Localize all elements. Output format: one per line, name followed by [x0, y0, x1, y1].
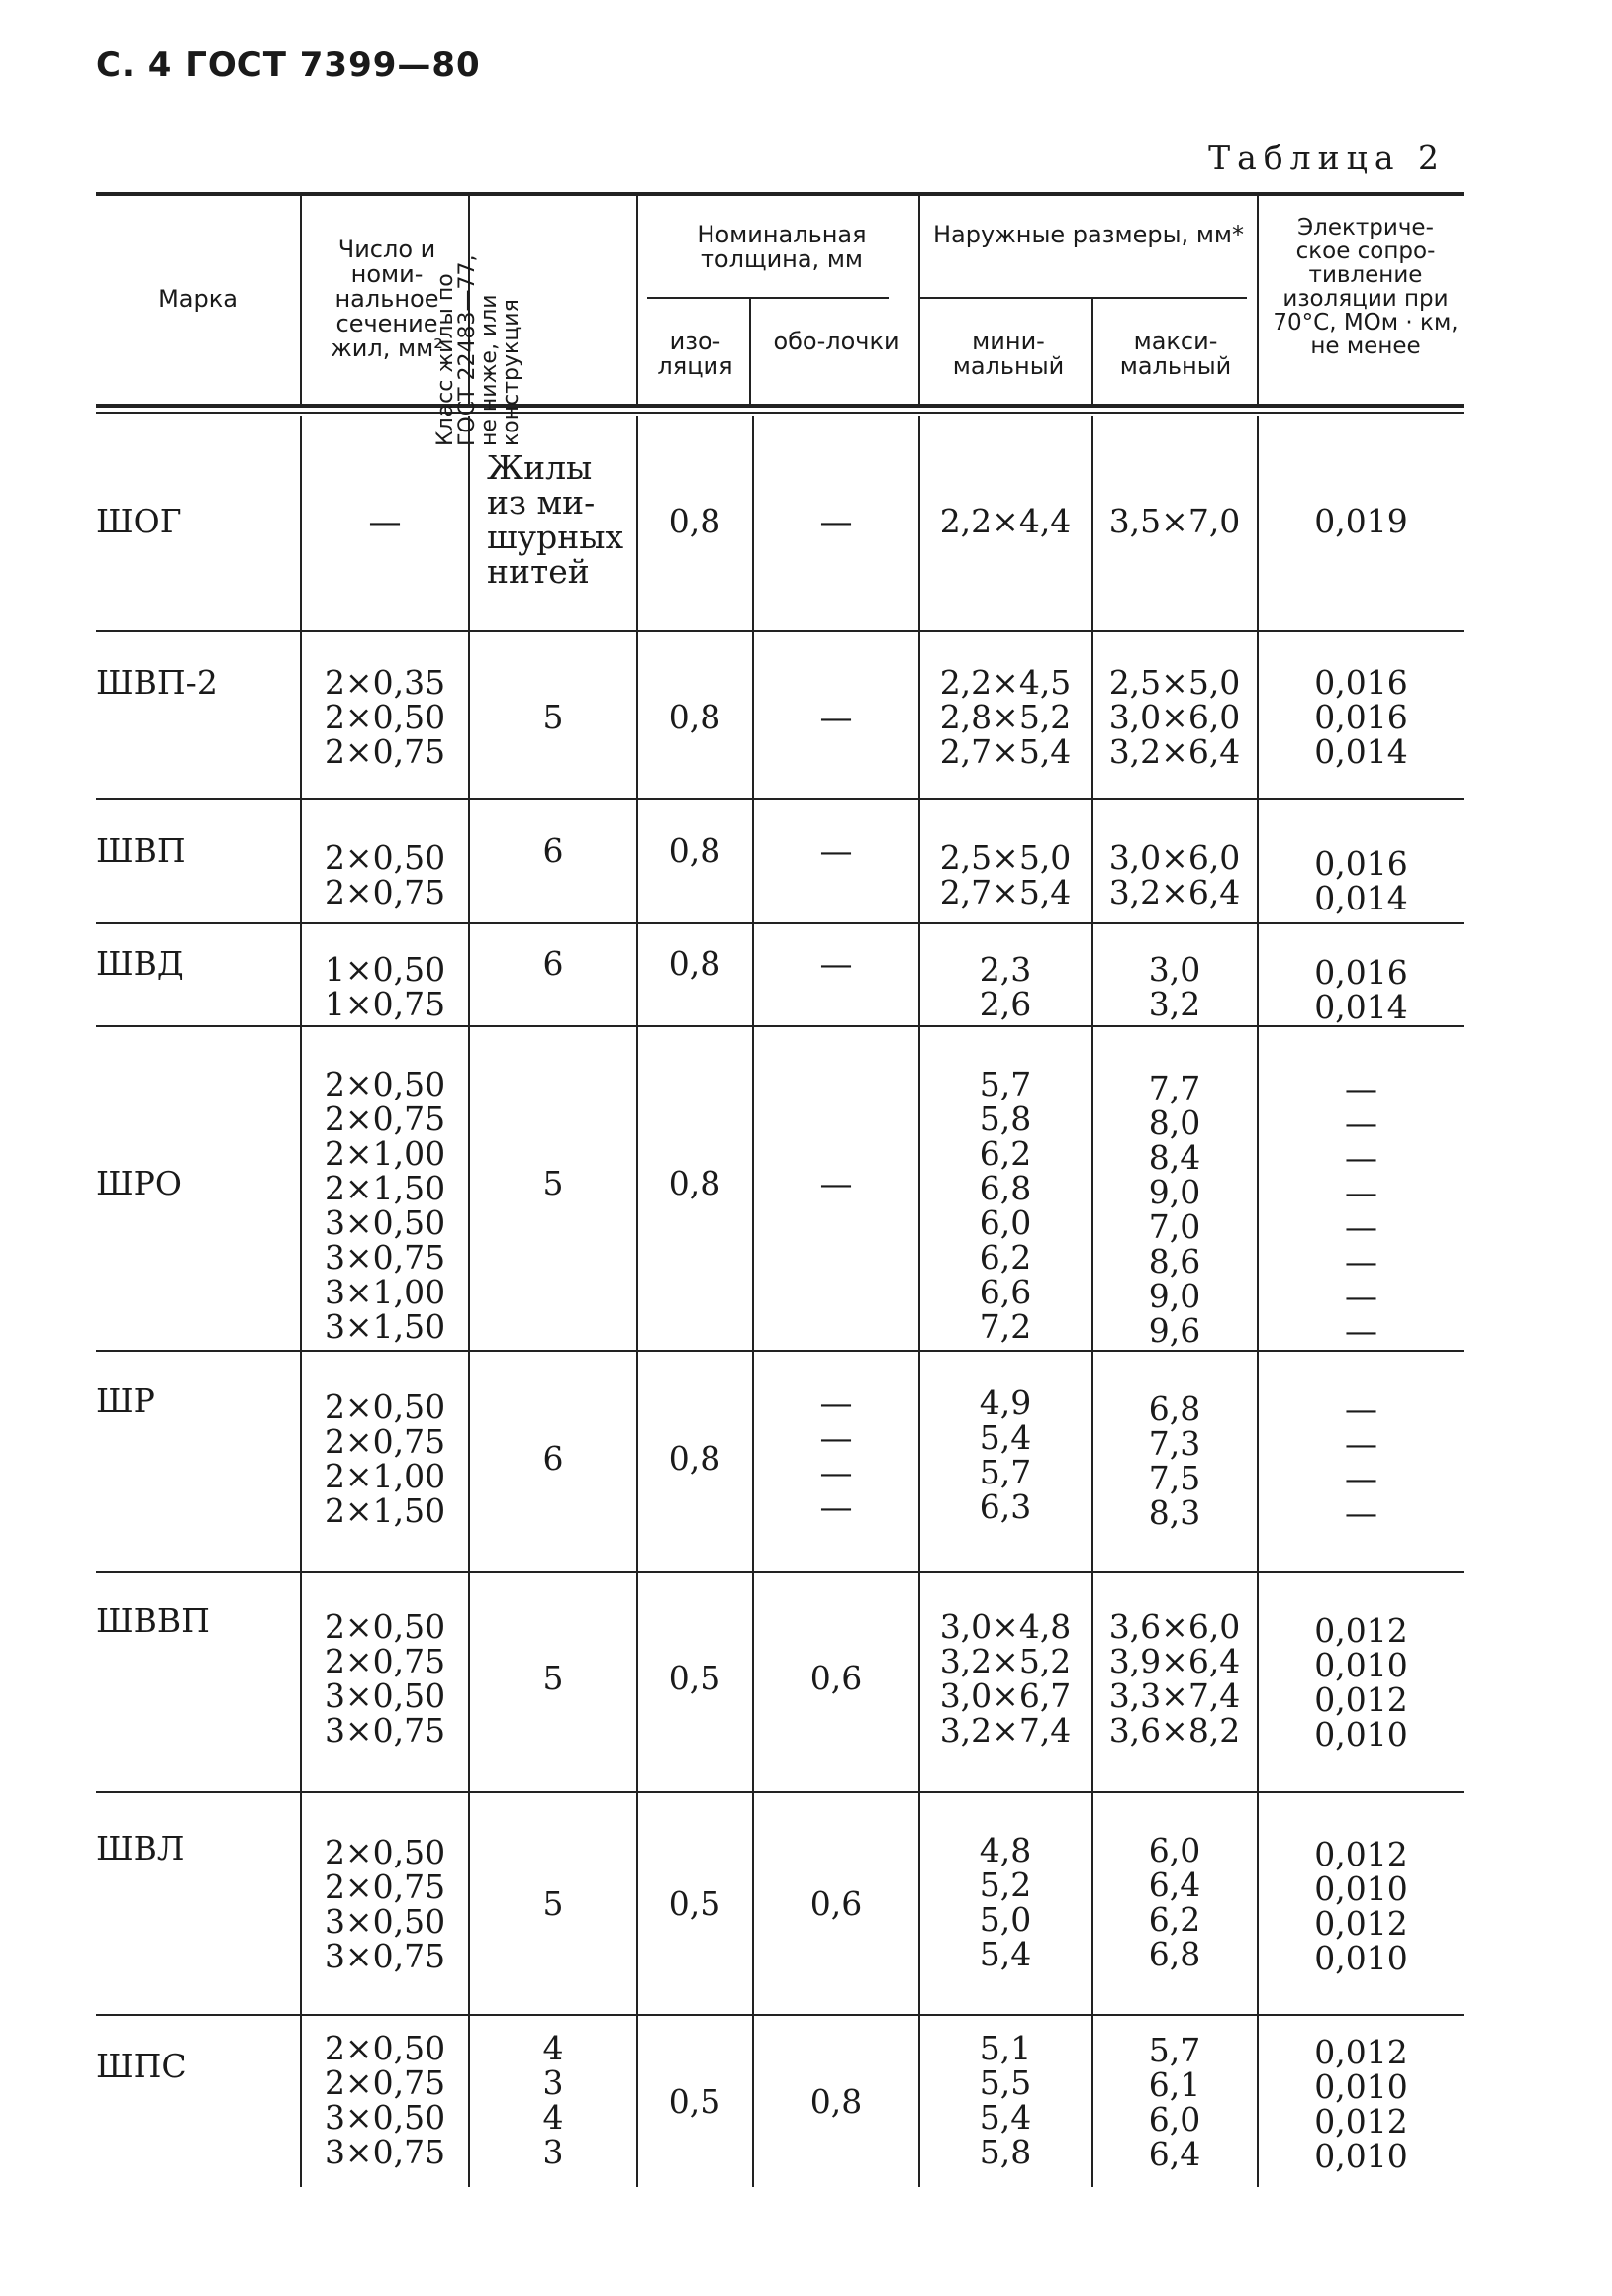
cell-insulation: 0,8: [668, 831, 721, 870]
col-header-core-class: Класс жилы по ГОСТ 22483—77, не ниже, или конструкция: [433, 254, 523, 446]
cell-resistance: 0,016 0,016 0,014: [1314, 663, 1408, 771]
cell-mark: ШРО: [96, 1164, 182, 1202]
cell-resistance: — — — — — — — —: [1345, 1069, 1377, 1350]
cell-sheath: 0,6: [809, 1659, 863, 1697]
cell-max: 6,8 7,3 7,5 8,3: [1148, 1389, 1201, 1532]
col-header-nominal-thickness: Номинальная толщина, мм: [697, 221, 867, 273]
cell-cores: 2×0,50 2×0,75 2×1,00 2×1,50 3×0,50 3×0,75 3×1,00 3×1,50: [324, 1065, 446, 1346]
cell-cores: 2×0,50 2×0,75: [324, 838, 446, 911]
row-separator: [96, 1571, 1464, 1573]
col-header-cores: Число и номи-нальное сечение жил, мм²: [331, 236, 443, 362]
cell-min: 3,0×4,8 3,2×5,2 3,0×6,7 3,2×7,4: [939, 1607, 1072, 1750]
cell-cores: 2×0,50 2×0,75 3×0,50 3×0,75: [324, 1607, 446, 1750]
cell-resistance: 0,019: [1314, 502, 1408, 540]
cell-min: 4,9 5,4 5,7 6,3: [979, 1384, 1032, 1526]
cell-resistance: — — — —: [1345, 1389, 1377, 1532]
header-vline: [1257, 194, 1259, 404]
cell-cores: 2×0,50 2×0,75 3×0,50 3×0,75: [324, 2029, 446, 2171]
cell-max: 5,7 6,1 6,0 6,4: [1148, 2031, 1201, 2173]
cell-mark: ШВП: [96, 831, 186, 870]
cell-max: 3,6×6,0 3,9×6,4 3,3×7,4 3,6×8,2: [1108, 1607, 1241, 1750]
header-vline: [1091, 297, 1093, 404]
cell-core-class: 5: [542, 1164, 564, 1202]
cell-sheath: — — — —: [819, 1384, 853, 1526]
cell-core-class: 5: [542, 1659, 564, 1697]
cell-cores: 2×0,35 2×0,50 2×0,75: [324, 663, 446, 771]
cell-resistance: 0,012 0,010 0,012 0,010: [1314, 1611, 1408, 1754]
cell-min: 5,7 5,8 6,2 6,8 6,0 6,2 6,6 7,2: [979, 1065, 1032, 1346]
cell-mark: ШВВП: [96, 1601, 210, 1640]
cell-sheath: 0,8: [809, 2082, 863, 2121]
cell-insulation: 0,8: [668, 944, 721, 983]
cell-mark: ШПС: [96, 2047, 187, 2085]
cell-max: 6,0 6,4 6,2 6,8: [1148, 1831, 1201, 1973]
header-bottom-rule-2: [96, 412, 1464, 414]
cell-core-class: 6: [542, 944, 564, 983]
header-vline: [636, 194, 638, 404]
header-vline: [300, 194, 302, 404]
cell-insulation: 0,8: [668, 1164, 721, 1202]
cell-insulation: 0,5: [668, 2082, 721, 2121]
cell-resistance: 0,012 0,010 0,012 0,010: [1314, 1835, 1408, 1977]
cell-sheath: —: [819, 502, 853, 540]
cell-min: 2,5×5,0 2,7×5,4: [939, 838, 1072, 911]
header-vline: [749, 297, 751, 404]
cell-cores: 2×0,50 2×0,75 2×1,00 2×1,50: [324, 1387, 446, 1530]
row-separator: [96, 2014, 1464, 2016]
cell-resistance: 0,016 0,014: [1314, 844, 1408, 917]
col-header-outer-dims: Наружные размеры, мм*: [932, 221, 1245, 248]
cell-core-class: Жилы из ми- шурных нитей: [487, 448, 624, 591]
row-separator: [96, 922, 1464, 924]
row-separator: [96, 1791, 1464, 1793]
cell-max: 3,0 3,2: [1148, 950, 1201, 1023]
row-separator: [96, 1025, 1464, 1027]
body-vline: [468, 416, 470, 2187]
cell-max: 7,7 8,0 8,4 9,0 7,0 8,6 9,0 9,6: [1148, 1069, 1201, 1350]
cell-min: 5,1 5,5 5,4 5,8: [979, 2029, 1032, 2171]
cell-min: 4,8 5,2 5,0 5,4: [979, 1831, 1032, 1973]
col-header-sheath: обо-лочки: [773, 328, 900, 355]
cell-sheath: 0,6: [809, 1884, 863, 1923]
cell-min: 2,2×4,5 2,8×5,2 2,7×5,4: [939, 663, 1072, 771]
cell-sheath: —: [819, 698, 853, 736]
table-label: Таблица 2: [1208, 139, 1446, 177]
cell-sheath: —: [819, 1164, 853, 1202]
col-header-mark: Марка: [158, 285, 237, 313]
col-header-max: макси-мальный: [1119, 328, 1232, 380]
row-separator: [96, 798, 1464, 800]
cell-mark: ШР: [96, 1382, 155, 1420]
col-header-insulation: изо-ляция: [657, 328, 733, 380]
cell-mark: ШВД: [96, 944, 184, 983]
cell-insulation: 0,5: [668, 1884, 721, 1923]
cell-core-class: 6: [542, 1439, 564, 1478]
cell-cores: 1×0,50 1×0,75: [324, 950, 446, 1023]
cell-sheath: —: [819, 944, 853, 983]
cell-core-class: 4 3 4 3: [542, 2029, 564, 2171]
cell-max: 2,5×5,0 3,0×6,0 3,2×6,4: [1108, 663, 1241, 771]
cell-core-class: 5: [542, 698, 564, 736]
cell-mark: ШВЛ: [96, 1829, 185, 1867]
dims-subheader-rule: [920, 297, 1247, 299]
row-separator: [96, 630, 1464, 632]
cell-insulation: 0,8: [668, 502, 721, 540]
cell-min: 2,2×4,4: [939, 502, 1072, 540]
col-header-resistance: Электриче-ское сопро-тивление изоляции при 70°C, МОм · км, не менее: [1273, 215, 1459, 359]
running-header: С. 4 ГОСТ 7399—80: [96, 46, 481, 85]
cell-cores: 2×0,50 2×0,75 3×0,50 3×0,75: [324, 1833, 446, 1975]
cell-mark: ШВП-2: [96, 663, 218, 702]
cell-sheath: —: [819, 831, 853, 870]
cell-insulation: 0,8: [668, 1439, 721, 1478]
cell-core-class: 6: [542, 831, 564, 870]
row-separator: [96, 1350, 1464, 1352]
body-vline: [300, 416, 302, 2187]
cell-resistance: 0,012 0,010 0,012 0,010: [1314, 2033, 1408, 2175]
cell-max: 3,0×6,0 3,2×6,4: [1108, 838, 1241, 911]
cell-resistance: 0,016 0,014: [1314, 953, 1408, 1026]
cell-cores: —: [368, 502, 402, 540]
cell-core-class: 5: [542, 1884, 564, 1923]
cell-max: 3,5×7,0: [1108, 502, 1241, 540]
cell-insulation: 0,8: [668, 698, 721, 736]
cell-min: 2,3 2,6: [979, 950, 1032, 1023]
cell-mark: ШОГ: [96, 502, 182, 540]
header-bottom-rule: [96, 404, 1464, 408]
body-vline: [636, 416, 638, 2187]
body-vline: [752, 416, 754, 2187]
thickness-subheader-rule: [647, 297, 889, 299]
cell-insulation: 0,5: [668, 1659, 721, 1697]
col-header-min: мини-мальный: [952, 328, 1065, 380]
